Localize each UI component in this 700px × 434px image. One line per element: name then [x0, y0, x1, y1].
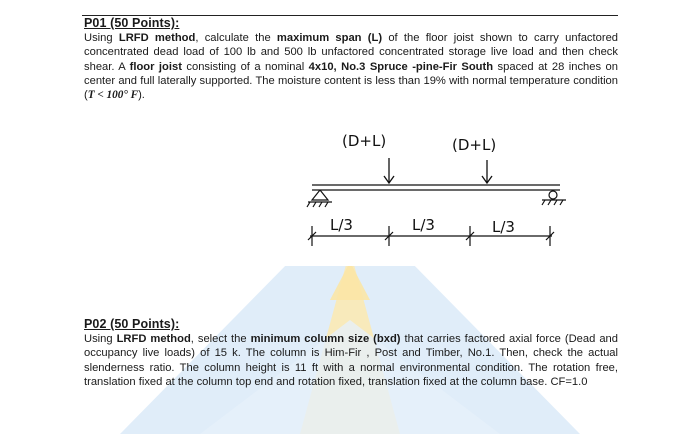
roller-support-icon [542, 191, 566, 205]
problem2-title: P02 (50 Points): [84, 317, 180, 331]
beam-sketch [272, 118, 576, 266]
joist-beam [312, 185, 560, 190]
span-label-3: L/3 [492, 218, 515, 236]
problem1-title: P01 (50 Points): [84, 16, 180, 30]
load-label-right: (D+L) [452, 136, 497, 154]
arrow-right-icon [482, 160, 492, 183]
form-factor: CF=1.0 [550, 375, 588, 388]
load-label-left: (D+L) [342, 132, 387, 150]
span-label-2: L/3 [412, 216, 435, 234]
pin-support-icon [307, 190, 332, 207]
span-label-1: L/3 [330, 216, 353, 234]
problem1-text: Using LRFD method, calculate the maximum span (L) of the floor joist shown to carry unfactored concentrated dead load of 100 lb and 500 lb unfactored concentrated storage live load and then check shear. A floor joist consisting of a nominal 4x10, No.3 Spruce -pine-Fir South spaced at 28 inches on center and full laterally supported. The moisture content is less than 19% with normal temperature condition (T < 100° F). [84, 32, 619, 102]
temperature-condition: T < 100° F [87, 89, 139, 102]
beam-diagram [272, 118, 576, 266]
problem2-text: Using LRFD method, select the minimum column size (bxd) that carries factored axial force (Dead and occupancy live loads) of 15 k. The column is Him-Fir , Post and Timber, No.1. Then, check the actual slenderness ratio. The column height is 11 ft with a normal environmental condition. The rotation free, translation fixed at the column top end and rotation fixed, translation fixed at the column base. CF=1.0 [84, 333, 618, 388]
arrow-left-icon [384, 158, 394, 183]
